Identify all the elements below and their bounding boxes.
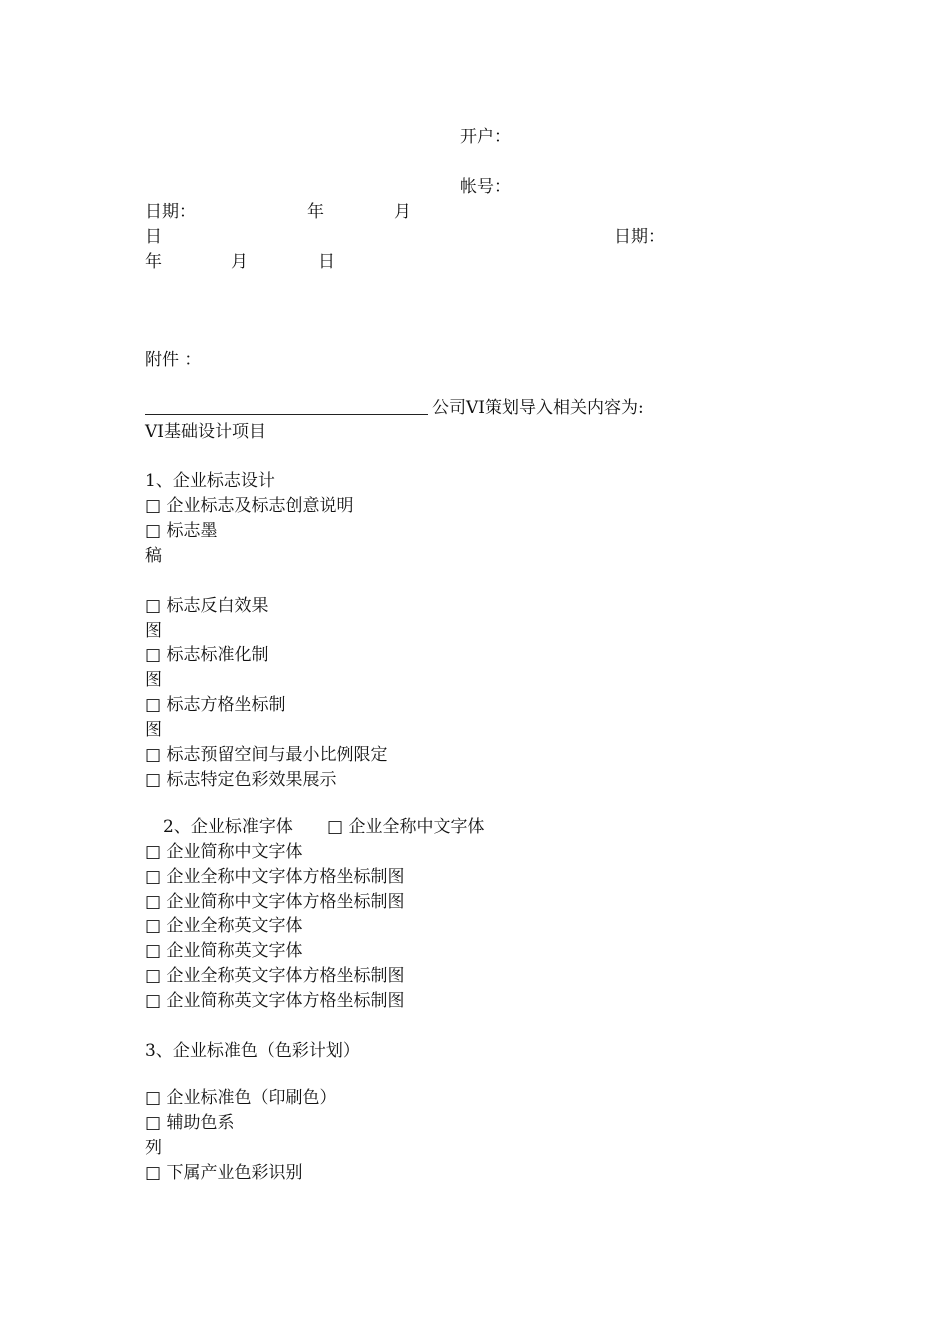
list-item: □ 企业简称英文字体 [145,941,303,961]
list-item: □ 企业简称中文字体方格坐标制图 [145,892,405,912]
list-item: 稿 [145,546,162,566]
list-item: □ 企业简称中文字体 [145,842,303,862]
month-label-1: 月 [394,202,411,222]
list-item: □ 标志方格坐标制 [145,695,286,715]
list-item: 图 [145,621,162,641]
day-label-1: 日 [145,227,162,247]
list-item: 列 [145,1138,162,1158]
list-item: □ 标志墨 [145,521,218,541]
section1-heading: 1、企业标志设计 [145,471,275,491]
list-item: □ 下属产业色彩识别 [145,1163,303,1183]
list-item: □ 企业全称英文字体 [145,916,303,936]
list-item: □ 标志预留空间与最小比例限定 [145,745,388,765]
date-label-2: 日期： [614,227,665,247]
year-label-1: 年 [307,202,324,222]
list-item: □ 辅助色系 [145,1113,235,1133]
list-item: 图 [145,670,162,690]
list-item: □ 标志反白效果 [145,596,269,616]
list-item: □ 企业全称英文字体方格坐标制图 [145,966,405,986]
list-item: □ 标志标准化制 [145,645,269,665]
year-label-2: 年 [145,252,162,272]
day-label-2: 日 [318,252,335,272]
list-item: □ 企业标准色（印刷色） [145,1088,337,1108]
list-item: □ 企业标志及标志创意说明 [145,496,354,516]
vi-basic-design-subtitle: VI基础设计项目 [145,422,266,442]
list-item: □ 企业全称中文字体方格坐标制图 [145,867,405,887]
company-name-blank-line [145,414,428,415]
list-item: 图 [145,720,162,740]
month-label-2: 月 [231,252,248,272]
company-vi-intro: 公司VI策划导入相关内容为: [432,398,644,418]
list-item: □ 企业全称中文字体 [327,817,485,837]
attachment-label: 附件 ： [145,350,202,370]
list-item: □ 企业简称英文字体方格坐标制图 [145,991,405,1011]
account-number-label: 帐号： [460,177,511,197]
date-label-1: 日期： [145,202,196,222]
list-item: □ 标志特定色彩效果展示 [145,770,337,790]
section2-heading: 2、企业标准字体 [163,817,293,837]
account-opening-label: 开户： [460,127,511,147]
section3-heading: 3、企业标准色（色彩计划） [145,1041,360,1061]
